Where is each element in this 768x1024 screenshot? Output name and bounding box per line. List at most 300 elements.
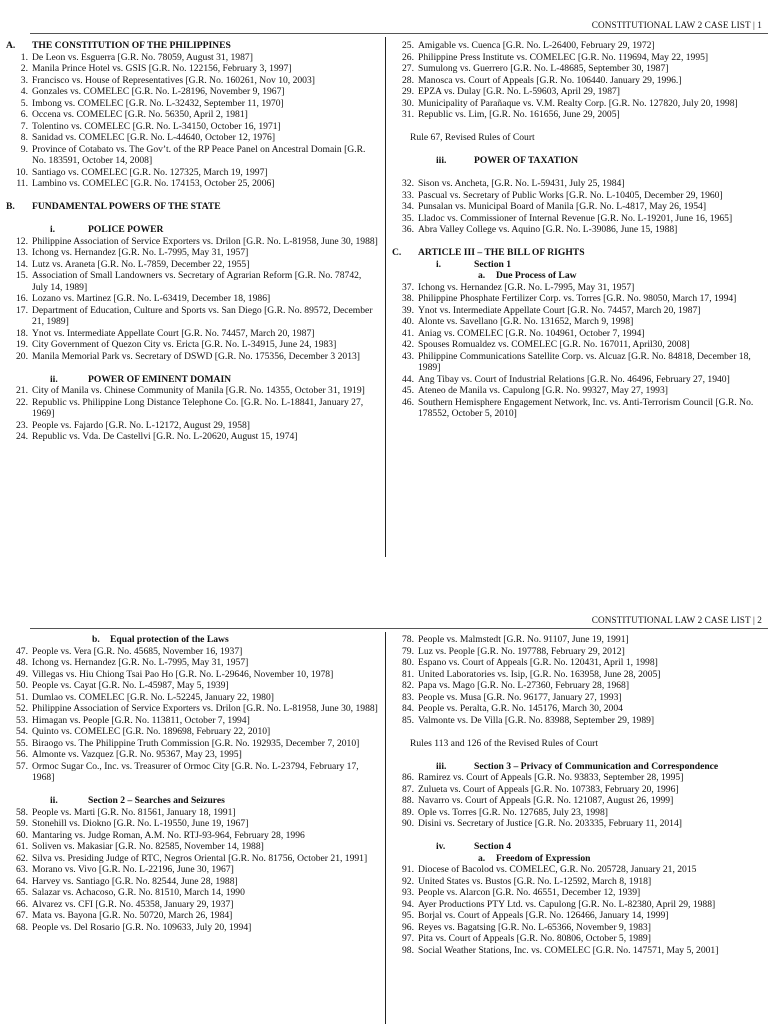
case-list-item <box>6 339 378 351</box>
case-list-item <box>392 887 762 899</box>
page-header: CONSTITUTIONAL LAW 2 CASE LIST | 1 <box>591 20 762 30</box>
subsection-numeral: ii. <box>50 373 58 385</box>
case-list-item <box>392 933 762 945</box>
case-list-item <box>392 75 762 87</box>
subsection-numeral: iii. <box>436 155 447 166</box>
case-list-item <box>6 715 378 727</box>
section-letter: B. <box>6 201 15 212</box>
case-number: 5. <box>20 97 28 109</box>
case-number: 41. <box>402 327 414 339</box>
case-citation: United Laboratories vs. Isip, [G.R. No. 163958, June 28, 2005] <box>418 668 661 680</box>
case-citation: Navarro vs. Court of Appeals [G.R. No. 121087, August 26, 1999] <box>418 795 674 806</box>
case-number: 98. <box>402 944 414 956</box>
case-list-item <box>392 40 762 52</box>
case-number: 85. <box>402 714 414 726</box>
case-number: 47. <box>16 645 28 657</box>
case-citation: People vs. Malmstedt [G.R. No. 91107, June 19, 1991] <box>418 634 629 645</box>
section-letter: C. <box>392 247 402 258</box>
case-number: 87. <box>402 783 414 795</box>
case-number: 19. <box>16 339 28 350</box>
case-list-item <box>6 841 378 853</box>
case-number: 78. <box>402 634 414 645</box>
case-citation: Ormoc Sugar Co., Inc. vs. Treasurer of Ormoc City [G.R. No. L-23794, February 17, 1968] <box>32 760 359 783</box>
topic-heading-text: Freedom of Expression <box>496 852 591 864</box>
subsection-heading <box>6 374 378 386</box>
spacer <box>392 121 762 133</box>
subsection-heading <box>392 259 762 271</box>
case-number: 14. <box>16 258 28 270</box>
case-citation: Philippine Association of Service Exporters vs. Drilon [G.R. No. L-81958, June 30, 1988] <box>32 703 378 714</box>
case-list-item <box>6 887 378 899</box>
case-list-item <box>6 922 378 934</box>
case-list-item <box>6 247 378 259</box>
case-list-item <box>392 282 762 294</box>
case-number: 60. <box>16 829 28 841</box>
case-citation: Sison vs. Ancheta, [G.R. No. L-59431, July 25, 1984] <box>418 178 625 189</box>
case-number: 92. <box>402 875 414 887</box>
reference-note-text: Rules 113 and 126 of the Revised Rules of Court <box>410 737 599 749</box>
case-number: 23. <box>16 419 28 431</box>
case-list-item <box>6 749 378 761</box>
case-citation: Morano vs. Vivo [G.R. No. L-22196, June 30, 1967] <box>32 864 234 875</box>
case-list-item <box>392 305 762 317</box>
case-citation: Alvarez vs. CFI [G.R. No. 45358, January 29, 1937] <box>32 898 234 910</box>
case-citation: City of Manila vs. Chinese Community of Manila [G.R. No. 14355, October 31, 1919] <box>32 385 365 396</box>
case-number: 17. <box>16 304 28 316</box>
case-citation: Luz vs. People [G.R. No. 197788, February 29, 2012] <box>418 645 625 657</box>
column-divider <box>385 632 386 1024</box>
case-list-item <box>6 761 378 784</box>
case-list-item <box>392 98 762 110</box>
case-citation: Ramirez vs. Court of Appeals [G.R. No. 93833, September 28, 1995] <box>418 772 684 783</box>
case-citation: People vs. Cayat [G.R. No. L-45987, May 5, 1939] <box>32 680 229 691</box>
case-citation: Villegas vs. Hiu Chiong Tsai Pao Ho [G.R. No. L-29646, November 10, 1978] <box>32 668 334 680</box>
case-list-item <box>6 293 378 305</box>
case-citation: Stonehill vs. Diokno [G.R. No. L-19550, June 19, 1967] <box>32 818 249 829</box>
case-number: 40. <box>402 316 414 327</box>
subsection-numeral: ii. <box>50 795 58 806</box>
case-number: 46. <box>402 396 414 408</box>
case-number: 16. <box>16 293 28 304</box>
case-list-item <box>6 86 378 98</box>
case-list-item <box>6 830 378 842</box>
section-heading-text: FUNDAMENTAL POWERS OF THE STATE <box>32 201 221 212</box>
case-citation: Pita vs. Court of Appeals [G.R. No. 80806, October 5, 1989] <box>418 933 651 944</box>
case-citation: Ople vs. Torres [G.R. No. 127685, July 23, 1998] <box>418 806 608 818</box>
case-number: 95. <box>402 910 414 921</box>
subsection-numeral: iii. <box>436 760 447 772</box>
case-list-item <box>392 339 762 351</box>
case-list-item <box>6 52 378 64</box>
case-list-item <box>392 63 762 75</box>
case-number: 80. <box>402 657 414 668</box>
case-citation: People vs. Musa [G.R. No. 96177, January 27, 1993] <box>418 691 622 703</box>
case-citation: Alonte vs. Savellano [G.R. No. 131652, March 9, 1998] <box>418 316 634 327</box>
case-list-item <box>6 899 378 911</box>
case-list-item <box>392 910 762 922</box>
case-citation: Manila Memorial Park vs. Secretary of DSWD [G.R. No. 175356, December 3 2013] <box>32 350 360 362</box>
case-number: 64. <box>16 875 28 887</box>
case-number: 90. <box>402 818 414 829</box>
case-number: 81. <box>402 668 414 680</box>
case-list-item <box>6 109 378 121</box>
case-citation: Southern Hemisphere Engagement Network, Inc. vs. Anti-Terrorism Council [G.R. No. 178552, October 5, 2010] <box>418 396 754 419</box>
topic-letter: b. <box>92 634 100 645</box>
header-rule <box>30 33 768 34</box>
case-number: 88. <box>402 795 414 806</box>
case-list-item <box>392 109 762 121</box>
case-list-item <box>392 190 762 202</box>
subsection-heading <box>392 761 762 773</box>
case-number: 49. <box>16 668 28 680</box>
case-number: 45. <box>402 385 414 396</box>
case-number: 62. <box>16 852 28 864</box>
case-list-item <box>392 945 762 957</box>
case-list-item <box>392 293 762 305</box>
case-list-item <box>392 385 762 397</box>
case-number: 3. <box>20 74 28 86</box>
case-number: 10. <box>16 166 28 178</box>
case-citation: Ichong vs. Hernandez [G.R. No. L-7995, May 31, 1957] <box>418 281 635 293</box>
case-list-item <box>6 910 378 922</box>
case-citation: Manosca vs. Court of Appeals [G.R. No. 106440. January 29, 1996.] <box>418 74 682 86</box>
case-citation: Ichong vs. Hernandez [G.R. No. L-7995, May 31, 1957] <box>32 247 249 258</box>
case-citation: Sanidad vs. COMELEC [G.R. No. L-44640, October 12, 1976] <box>32 132 276 143</box>
case-list-item <box>6 864 378 876</box>
case-list-item <box>392 213 762 225</box>
case-list-item <box>6 669 378 681</box>
case-list-item <box>392 224 762 236</box>
case-citation: Province of Cotabato vs. The Gov’t. of the RP Peace Panel on Ancestral Domain [G.R. No. 183591, October 14, 2008] <box>32 143 366 166</box>
topic-heading <box>392 853 762 865</box>
case-list-item <box>6 178 378 190</box>
case-citation: Ynot vs. Intermediate Appellate Court [G.R. No. 74457, March 20, 1987] <box>418 304 701 316</box>
case-number: 11. <box>16 178 28 189</box>
section-heading <box>6 201 378 213</box>
case-citation: Papa vs. Mago [G.R. No. L-27360, February 28, 1968] <box>418 680 630 691</box>
case-number: 52. <box>16 703 28 714</box>
case-number: 83. <box>402 691 414 703</box>
case-number: 15. <box>16 270 28 281</box>
case-number: 7. <box>20 120 28 132</box>
case-number: 33. <box>402 189 414 201</box>
case-citation: Lozano vs. Martinez [G.R. No. L-63419, December 18, 1986] <box>32 293 271 304</box>
section-heading <box>6 40 378 52</box>
case-citation: Social Weather Stations, Inc. vs. COMELEC [G.R. No. 147571, May 5, 2001] <box>418 944 719 956</box>
case-citation: People vs. Vera [G.R. No. 45685, November 16, 1937] <box>32 645 243 657</box>
section-heading-text: THE CONSTITUTION OF THE PHILIPPINES <box>32 40 231 51</box>
case-number: 34. <box>402 201 414 212</box>
subsection-heading-text: Section 2 – Searches and Seizures <box>88 795 225 806</box>
subsection-heading <box>6 224 378 236</box>
subsection-heading <box>6 795 378 807</box>
case-number: 97. <box>402 933 414 944</box>
case-citation: Ynot vs. Intermediate Appellate Court [G.R. No. 74457, March 20, 1987] <box>32 327 315 339</box>
topic-letter: a. <box>478 270 486 281</box>
case-list-item <box>392 680 762 692</box>
case-number: 67. <box>16 910 28 921</box>
case-number: 1. <box>20 51 28 63</box>
section-heading <box>392 247 762 259</box>
case-citation: Lambino vs. COMELEC [G.R. No. 174153, October 25, 2006] <box>32 178 275 189</box>
case-list-item <box>392 784 762 796</box>
case-citation: Imbong vs. COMELEC [G.R. No. L-32432, September 11, 1970] <box>32 97 284 109</box>
case-citation: Aniag vs. COMELEC [G.R. No. 104961, October 7, 1994] <box>418 327 645 339</box>
case-citation: Himagan vs. People [G.R. No. 113811, October 7, 1994] <box>32 714 250 726</box>
subsection-numeral: iv. <box>436 841 446 852</box>
case-citation: Gonzales vs. COMELEC [G.R. No. L-28196, November 9, 1967] <box>32 86 285 97</box>
case-list-item <box>6 420 378 432</box>
column-divider <box>385 37 386 557</box>
case-number: 30. <box>402 97 414 109</box>
case-list-item <box>392 669 762 681</box>
subsection-heading-text: Section 1 <box>474 258 512 270</box>
topic-letter: a. <box>478 852 486 864</box>
subsection-numeral: i. <box>436 258 442 270</box>
topic-heading <box>6 634 378 646</box>
case-citation: Philippine Press Institute vs. COMELEC [G.R. No. 119694, May 22, 1995] <box>418 51 709 63</box>
subsection-heading-text: POWER OF EMINENT DOMAIN <box>88 373 232 385</box>
spacer <box>392 830 762 842</box>
case-citation: Pascual vs. Secretary of Public Works [G.R. No. L-10405, December 29, 1960] <box>418 189 723 201</box>
subsection-heading-text: Section 3 – Privacy of Communication and Correspondence <box>474 760 719 772</box>
section-letter: A. <box>6 40 16 51</box>
case-number: 44. <box>402 373 414 385</box>
case-number: 4. <box>20 86 28 97</box>
spacer <box>6 213 378 225</box>
topic-heading-text: Equal protection of the Laws <box>110 634 229 645</box>
case-list-item <box>392 178 762 190</box>
case-citation: Valmonte vs. De Villa [G.R. No. 83988, September 29, 1989] <box>418 714 655 726</box>
spacer <box>392 749 762 761</box>
case-list-item <box>392 86 762 98</box>
case-citation: Spouses Romualdez vs. COMELEC [G.R. No. 167011, April30, 2008] <box>418 339 690 350</box>
case-number: 57. <box>16 760 28 772</box>
page-gap <box>0 568 768 608</box>
case-list-item <box>392 646 762 658</box>
case-number: 38. <box>402 293 414 304</box>
case-citation: Association of Small Landowners vs. Secretary of Agrarian Reform [G.R. No. 78742, July 14, 1989] <box>32 270 362 293</box>
case-list-item <box>6 726 378 738</box>
case-list-item <box>6 75 378 87</box>
case-number: 24. <box>16 431 28 442</box>
case-number: 94. <box>402 898 414 910</box>
case-citation: Abra Valley College vs. Aquino [G.R. No. L-39086, June 15, 1988] <box>418 224 678 235</box>
subsection-numeral: i. <box>50 224 56 235</box>
case-list-item <box>392 657 762 669</box>
case-number: 29. <box>402 86 414 97</box>
case-list-item <box>6 305 378 328</box>
case-number: 86. <box>402 772 414 783</box>
subsection-heading-text: POLICE POWER <box>88 224 164 235</box>
case-number: 59. <box>16 818 28 829</box>
case-list-item <box>6 328 378 340</box>
case-list-item <box>6 121 378 133</box>
reference-note-text: Rule 67, Revised Rules of Court <box>410 132 535 143</box>
subsection-heading-text: POWER OF TAXATION <box>474 155 579 166</box>
subsection-heading-text: Section 4 <box>474 841 512 852</box>
case-citation: People vs. Fajardo [G.R. No. L-12172, August 29, 1958] <box>32 419 250 431</box>
case-citation: People vs. Del Rosario [G.R. No. 109633, July 20, 1994] <box>32 921 252 933</box>
case-list-item <box>392 351 762 374</box>
case-list-item <box>392 52 762 64</box>
case-number: 68. <box>16 921 28 933</box>
case-number: 31. <box>402 109 414 120</box>
case-citation: Ang Tibay vs. Court of Industrial Relations [G.R. No. 46496, February 27, 1940] <box>418 373 730 385</box>
case-number: 89. <box>402 806 414 818</box>
case-citation: De Leon vs. Esguerra [G.R. No. 78059, August 31, 1987] <box>32 51 253 63</box>
case-list-item <box>392 818 762 830</box>
case-citation: Occena vs. COMELEC [G.R. No. 56350, April 2, 1981] <box>32 109 248 120</box>
case-number: 66. <box>16 898 28 910</box>
reference-note <box>392 738 762 750</box>
case-list-item <box>6 98 378 110</box>
case-list-item <box>6 63 378 75</box>
case-list-item <box>6 703 378 715</box>
case-list-item <box>392 201 762 213</box>
case-list-item <box>392 692 762 704</box>
case-number: 61. <box>16 841 28 852</box>
case-number: 22. <box>16 396 28 408</box>
case-number: 50. <box>16 680 28 691</box>
case-number: 43. <box>402 350 414 362</box>
case-citation: Disini vs. Secretary of Justice [G.R. No. 203335, February 11, 2014] <box>418 818 682 829</box>
spacer <box>6 784 378 796</box>
case-list-item <box>392 397 762 420</box>
case-number: 13. <box>16 247 28 258</box>
right-column <box>392 634 762 956</box>
case-number: 65. <box>16 887 28 898</box>
document-page-2 <box>0 608 768 1024</box>
case-number: 96. <box>402 921 414 933</box>
case-list-item <box>6 385 378 397</box>
case-list-item <box>6 132 378 144</box>
case-citation: Dumlao vs. COMELEC [G.R. No. L-52245, January 22, 1980] <box>32 691 274 703</box>
case-citation: Lladoc vs. Commissioner of Internal Revenue [G.R. No. L-19201, June 16, 1965] <box>418 212 733 224</box>
case-list-item <box>392 864 762 876</box>
case-citation: People vs. Alarcon [G.R. No. 46551, December 12, 1939] <box>418 887 641 898</box>
case-number: 93. <box>402 887 414 898</box>
case-number: 32. <box>402 178 414 189</box>
case-citation: City Government of Quezon City vs. Ericta [G.R. No. L-34915, June 24, 1983] <box>32 339 337 350</box>
case-citation: Quinto vs. COMELEC [G.R. No. 189698, February 22, 2010] <box>32 726 271 737</box>
case-number: 82. <box>402 680 414 691</box>
case-number: 8. <box>20 132 28 143</box>
case-list-item <box>6 351 378 363</box>
case-citation: Municipality of Parañaque vs. V.M. Realty Corp. [G.R. No. 127820, July 20, 1998] <box>418 97 738 109</box>
case-number: 25. <box>402 40 414 51</box>
case-list-item <box>392 899 762 911</box>
case-citation: Republic vs. Lim, [G.R. No. 161656, June 29, 2005] <box>418 109 620 120</box>
case-citation: Mata vs. Bayona [G.R. No. 50720, March 26, 1984] <box>32 910 233 921</box>
case-number: 37. <box>402 281 414 293</box>
case-citation: Sumulong vs. Guerrero [G.R. No. L-48685, September 30, 1987] <box>418 63 669 74</box>
case-citation: People vs. Peralta, G.R. No. 145176, March 30, 2004 <box>418 703 623 714</box>
case-number: 51. <box>16 691 28 703</box>
case-number: 20. <box>16 350 28 362</box>
case-list-item <box>6 144 378 167</box>
case-citation: Tolentino vs. COMELEC [G.R. No. L-34150, October 16, 1971] <box>32 120 281 132</box>
case-citation: Republic vs. Vda. De Castellvi [G.R. No. L-20620, August 15, 1974] <box>32 431 298 442</box>
case-number: 36. <box>402 224 414 235</box>
page-header: CONSTITUTIONAL LAW 2 CASE LIST | 2 <box>591 615 762 625</box>
case-citation: Almonte vs. Vazquez [G.R. No. 95367, May 23, 1995] <box>32 749 242 760</box>
case-number: 12. <box>16 235 28 247</box>
case-number: 63. <box>16 864 28 875</box>
spacer <box>392 236 762 248</box>
case-number: 39. <box>402 304 414 316</box>
case-citation: Francisco vs. House of Representatives [G.R. No. 160261, Nov 10, 2003] <box>32 74 315 86</box>
case-list-item <box>6 270 378 293</box>
case-list-item <box>392 715 762 727</box>
case-number: 84. <box>402 703 414 714</box>
subsection-heading <box>392 841 762 853</box>
case-list-item <box>6 807 378 819</box>
case-citation: Silva vs. Presiding Judge of RTC, Negros Oriental [G.R. No. 81756, October 21, 1991] <box>32 852 368 864</box>
case-list-item <box>6 680 378 692</box>
case-list-item <box>6 259 378 271</box>
case-list-item <box>6 853 378 865</box>
case-list-item <box>6 818 378 830</box>
case-list-item <box>6 646 378 658</box>
case-citation: Soliven vs. Makasiar [G.R. No. 82585, November 14, 1988] <box>32 841 264 852</box>
case-list-item <box>6 657 378 669</box>
case-citation: EPZA vs. Dulay [G.R. No. L-59603, April 29, 1987] <box>418 86 620 97</box>
case-list-item <box>392 328 762 340</box>
case-citation: Salazar vs. Achacoso, G.R. No. 81510, March 14, 1990 <box>32 887 245 898</box>
topic-heading <box>392 270 762 282</box>
spacer <box>6 190 378 202</box>
case-list-item <box>6 397 378 420</box>
case-citation: Diocese of Bacolod vs. COMELEC, G.R. No. 205728, January 21, 2015 <box>418 864 697 875</box>
case-number: 18. <box>16 327 28 339</box>
case-citation: Philippine Phosphate Fertilizer Corp. vs. Torres [G.R. No. 98050, March 17, 1994] <box>418 293 737 304</box>
case-list-item <box>6 876 378 888</box>
case-number: 2. <box>20 63 28 74</box>
case-number: 35. <box>402 212 414 224</box>
case-citation: Republic vs. Philippine Long Distance Telephone Co. [G.R. No. L-18841, January 27, 1969] <box>32 396 364 419</box>
spacer <box>392 167 762 179</box>
case-list-item <box>6 738 378 750</box>
case-number: 42. <box>402 339 414 350</box>
case-list-item <box>392 876 762 888</box>
right-column <box>392 40 762 420</box>
case-list-item <box>392 374 762 386</box>
subsection-heading <box>392 155 762 167</box>
case-citation: Harvey vs. Santiago [G.R. No. 82544, June 28, 1988] <box>32 875 238 887</box>
case-number: 91. <box>402 864 414 875</box>
case-number: 56. <box>16 749 28 760</box>
section-heading-text: ARTICLE III – THE BILL OF RIGHTS <box>418 247 585 258</box>
case-citation: Espano vs. Court of Appeals [G.R. No. 120431, April 1, 1998] <box>418 657 658 668</box>
case-list-item <box>392 922 762 934</box>
case-number: 55. <box>16 737 28 749</box>
case-citation: Borjal vs. Court of Appeals [G.R. No. 126466, January 14, 1999] <box>418 910 669 921</box>
case-citation: Santiago vs. COMELEC [G.R. No. 127325, March 19, 1997] <box>32 166 268 178</box>
reference-note <box>392 132 762 144</box>
case-list-item <box>392 703 762 715</box>
case-citation: Biraogo vs. The Philippine Truth Commission [G.R. No. 192935, December 7, 2010] <box>32 737 360 749</box>
case-citation: Department of Education, Culture and Sports vs. San Diego [G.R. No. 89572, December 21, 1989] <box>32 304 373 327</box>
case-number: 54. <box>16 726 28 737</box>
spacer <box>392 144 762 156</box>
case-list-item <box>392 772 762 784</box>
case-list-item <box>6 431 378 443</box>
spacer <box>392 726 762 738</box>
case-citation: Philippine Association of Service Exporters vs. Drilon [G.R. No. L-81958, June 30, 1988] <box>32 235 378 247</box>
case-list-item <box>6 167 378 179</box>
left-column <box>6 40 378 443</box>
